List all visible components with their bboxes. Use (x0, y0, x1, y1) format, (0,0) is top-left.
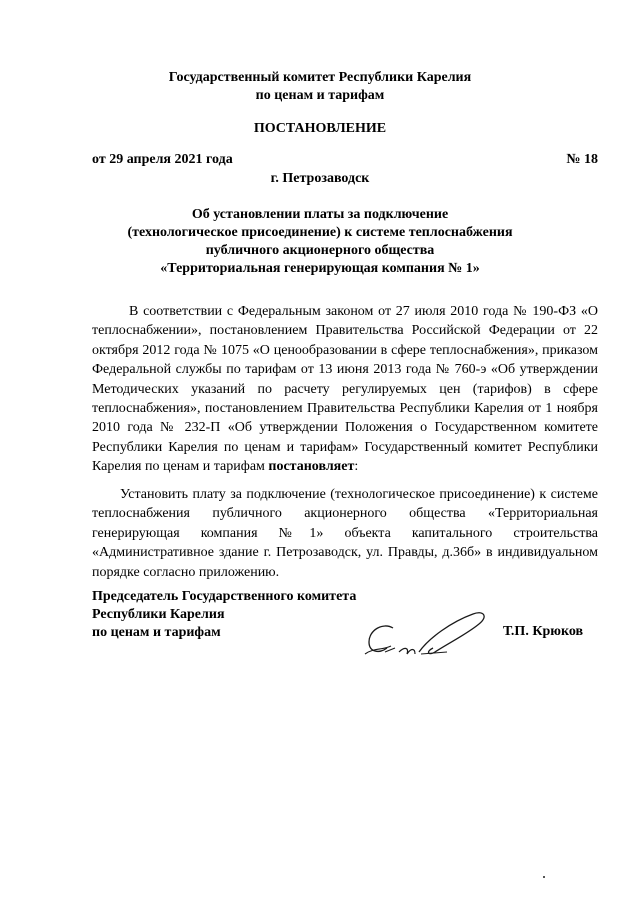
org-name-line1: Государственный комитет Республики Карелия (168, 70, 472, 85)
document-city: г. Петрозаводск (270, 171, 370, 186)
scan-speck (543, 876, 545, 878)
title-line3: публичного акционерного общества (205, 243, 435, 258)
title-line1: Об установлении платы за подключение (191, 207, 449, 222)
title-line2: (технологическое присоединение) к системе теплоснабжения (127, 225, 513, 240)
org-name-line2: по ценам и тарифам (255, 88, 385, 103)
paragraph-1-colon: : (354, 459, 359, 475)
title-line4: «Территориальная генерирующая компания № 1» (160, 261, 480, 276)
body-paragraph-1 (92, 302, 598, 477)
handwritten-signature (355, 608, 495, 666)
document-date: от 29 апреля 2021 года (92, 152, 233, 167)
paragraph-1-text: В соответствии с Федеральным законом от 27 июля 2010 года № 190-ФЗ «О теплоснабжении», постановлением Правительства Российской Федерации от 22 октября 2012 года № 1075 «О ценообразовании в сфере теплоснабжения», приказом Федеральной службы по тарифам от 13 июня 2013 года № 760-э «Об утверждении Методических указаний по расчету регулируемых цен (тарифов) в сфере теплоснабжения», постановлением Правительства Республики Карелия от 1 ноября 2010 года № 232-П «Об утверждении Положения о Государственном комитете Республики Карелия по ценам и тарифам» Государственный комитет Республики Карелия по ценам и тарифам (92, 304, 598, 475)
signatory-title-line1: Председатель Государственного комитета (92, 589, 357, 604)
document-type: ПОСТАНОВЛЕНИЕ (253, 121, 387, 136)
signatory-title-line2: Республики Карелия (92, 607, 225, 622)
body-paragraph-2: Установить плату за подключение (технологическое присоединение) к системе теплоснабжения публичного акционерного общества «Территориальная генерирующая компания №1» объекта капитального строительства «Административное здание г. Петрозаводск, ул. Правды, д.36б» в индивидуальном порядке согласно приложению. (92, 487, 598, 580)
resolves-word: постановляет (268, 459, 355, 475)
document-number: № 18 (566, 152, 598, 167)
signatory-title-line3: по ценам и тарифам (92, 625, 221, 640)
signatory-name: Т.П. Крюков (503, 624, 584, 639)
